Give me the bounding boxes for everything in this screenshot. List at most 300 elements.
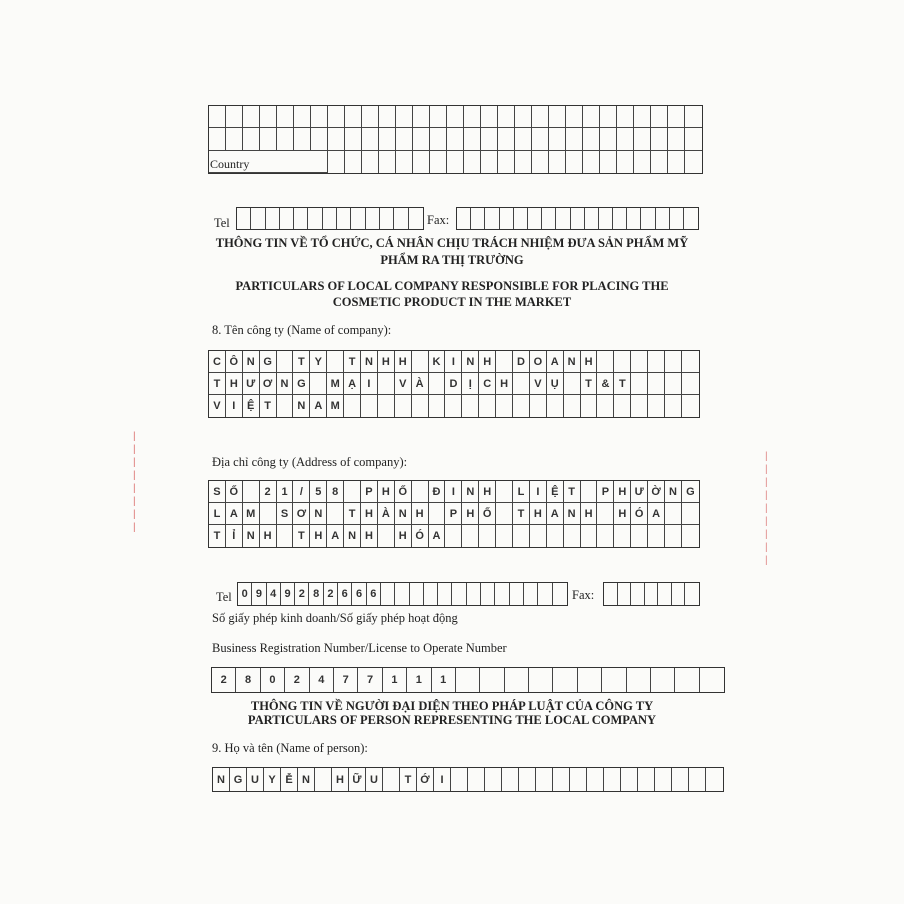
char-cell[interactable] bbox=[396, 128, 413, 150]
char-cell[interactable] bbox=[280, 208, 294, 229]
char-cell[interactable] bbox=[344, 395, 361, 417]
char-cell[interactable] bbox=[485, 768, 502, 791]
char-cell[interactable] bbox=[617, 151, 634, 173]
char-cell[interactable] bbox=[260, 128, 277, 150]
char-cell[interactable]: N bbox=[564, 503, 581, 525]
char-cell[interactable] bbox=[684, 208, 698, 229]
char-cell[interactable]: A bbox=[310, 395, 327, 417]
char-cell[interactable] bbox=[277, 106, 294, 128]
char-cell[interactable] bbox=[631, 395, 648, 417]
char-cell[interactable] bbox=[447, 151, 464, 173]
char-cell[interactable]: 7 bbox=[334, 668, 358, 692]
char-cell[interactable]: H bbox=[395, 525, 412, 547]
char-cell[interactable]: 7 bbox=[358, 668, 382, 692]
char-cell[interactable] bbox=[670, 208, 684, 229]
char-cell[interactable]: Ữ bbox=[349, 768, 366, 791]
char-cell[interactable] bbox=[566, 151, 583, 173]
char-cell[interactable]: Ơ bbox=[260, 373, 277, 395]
char-cell[interactable] bbox=[481, 106, 498, 128]
char-cell[interactable]: M bbox=[327, 373, 344, 395]
char-cell[interactable]: T bbox=[344, 351, 361, 373]
char-cell[interactable]: 4 bbox=[310, 668, 334, 692]
char-cell[interactable] bbox=[553, 583, 567, 605]
char-cell[interactable] bbox=[412, 351, 429, 373]
char-cell[interactable]: P bbox=[597, 481, 614, 503]
char-cell[interactable]: A bbox=[547, 351, 564, 373]
char-cell[interactable] bbox=[345, 106, 362, 128]
char-cell[interactable] bbox=[361, 395, 378, 417]
char-cell[interactable] bbox=[451, 768, 468, 791]
address-grid[interactable] bbox=[208, 480, 700, 548]
char-cell[interactable] bbox=[480, 668, 504, 692]
char-cell[interactable]: 2 bbox=[295, 583, 309, 605]
char-cell[interactable] bbox=[556, 208, 570, 229]
char-cell[interactable] bbox=[294, 106, 311, 128]
char-cell[interactable] bbox=[648, 351, 665, 373]
char-cell[interactable]: 8 bbox=[309, 583, 323, 605]
char-cell[interactable] bbox=[600, 128, 617, 150]
char-cell[interactable] bbox=[328, 151, 345, 173]
person-name-field[interactable] bbox=[212, 767, 724, 792]
char-cell[interactable]: A bbox=[226, 503, 243, 525]
char-cell[interactable] bbox=[500, 208, 514, 229]
char-cell[interactable]: A bbox=[429, 525, 446, 547]
char-cell[interactable] bbox=[430, 106, 447, 128]
char-cell[interactable]: 6 bbox=[352, 583, 366, 605]
char-cell[interactable]: H bbox=[260, 525, 277, 547]
char-cell[interactable] bbox=[618, 583, 632, 605]
char-cell[interactable] bbox=[665, 525, 682, 547]
char-cell[interactable] bbox=[430, 128, 447, 150]
char-cell[interactable] bbox=[457, 208, 471, 229]
char-cell[interactable] bbox=[310, 373, 327, 395]
char-cell[interactable] bbox=[479, 395, 496, 417]
char-cell[interactable]: N bbox=[293, 395, 310, 417]
char-cell[interactable] bbox=[564, 525, 581, 547]
char-cell[interactable]: N bbox=[310, 503, 327, 525]
char-cell[interactable] bbox=[438, 583, 452, 605]
char-cell[interactable] bbox=[617, 128, 634, 150]
char-cell[interactable] bbox=[383, 768, 400, 791]
char-cell[interactable]: D bbox=[445, 373, 462, 395]
char-cell[interactable] bbox=[430, 151, 447, 173]
char-cell[interactable] bbox=[665, 351, 682, 373]
char-cell[interactable] bbox=[549, 151, 566, 173]
char-cell[interactable]: Ạ bbox=[344, 373, 361, 395]
char-cell[interactable]: Ụ bbox=[547, 373, 564, 395]
char-cell[interactable]: H bbox=[332, 768, 349, 791]
char-cell[interactable]: U bbox=[366, 768, 383, 791]
char-cell[interactable] bbox=[366, 208, 380, 229]
char-cell[interactable] bbox=[655, 768, 672, 791]
char-cell[interactable]: H bbox=[462, 503, 479, 525]
char-cell[interactable] bbox=[627, 668, 651, 692]
char-cell[interactable]: S bbox=[277, 503, 294, 525]
char-cell[interactable]: Ố bbox=[226, 481, 243, 503]
char-cell[interactable] bbox=[651, 106, 668, 128]
char-cell[interactable]: T bbox=[513, 503, 530, 525]
char-cell[interactable] bbox=[514, 208, 528, 229]
char-cell[interactable]: M bbox=[243, 503, 260, 525]
char-cell[interactable] bbox=[542, 208, 556, 229]
char-cell[interactable] bbox=[209, 128, 226, 150]
char-cell[interactable] bbox=[665, 373, 682, 395]
char-cell[interactable] bbox=[570, 768, 587, 791]
char-cell[interactable]: G bbox=[230, 768, 247, 791]
char-cell[interactable] bbox=[327, 503, 344, 525]
char-cell[interactable] bbox=[394, 208, 408, 229]
char-cell[interactable]: N bbox=[395, 503, 412, 525]
char-cell[interactable] bbox=[410, 583, 424, 605]
char-cell[interactable]: 6 bbox=[338, 583, 352, 605]
char-cell[interactable] bbox=[496, 503, 513, 525]
char-cell[interactable] bbox=[631, 583, 645, 605]
char-cell[interactable]: I bbox=[226, 395, 243, 417]
char-cell[interactable]: H bbox=[412, 503, 429, 525]
char-cell[interactable] bbox=[277, 525, 294, 547]
char-cell[interactable]: S bbox=[209, 481, 226, 503]
char-cell[interactable]: 9 bbox=[281, 583, 295, 605]
char-cell[interactable] bbox=[498, 106, 515, 128]
char-cell[interactable] bbox=[571, 208, 585, 229]
char-cell[interactable] bbox=[323, 208, 337, 229]
char-cell[interactable]: Y bbox=[264, 768, 281, 791]
char-cell[interactable] bbox=[277, 128, 294, 150]
char-cell[interactable]: T bbox=[293, 525, 310, 547]
char-cell[interactable]: G bbox=[682, 481, 699, 503]
char-cell[interactable] bbox=[613, 208, 627, 229]
char-cell[interactable] bbox=[498, 151, 515, 173]
char-cell[interactable] bbox=[362, 106, 379, 128]
char-cell[interactable] bbox=[412, 395, 429, 417]
char-cell[interactable] bbox=[566, 106, 583, 128]
char-cell[interactable] bbox=[604, 583, 618, 605]
char-cell[interactable]: 1 bbox=[277, 481, 294, 503]
char-cell[interactable] bbox=[648, 395, 665, 417]
char-cell[interactable] bbox=[672, 768, 689, 791]
char-cell[interactable]: 0 bbox=[261, 668, 285, 692]
char-cell[interactable] bbox=[689, 768, 706, 791]
char-cell[interactable] bbox=[682, 373, 699, 395]
char-cell[interactable] bbox=[378, 395, 395, 417]
char-cell[interactable] bbox=[243, 106, 260, 128]
char-cell[interactable]: O bbox=[530, 351, 547, 373]
char-cell[interactable] bbox=[549, 128, 566, 150]
char-cell[interactable] bbox=[651, 668, 675, 692]
char-cell[interactable]: U bbox=[247, 768, 264, 791]
char-cell[interactable]: À bbox=[378, 503, 395, 525]
char-cell[interactable]: T bbox=[293, 351, 310, 373]
char-cell[interactable] bbox=[665, 503, 682, 525]
char-cell[interactable]: Ố bbox=[395, 481, 412, 503]
char-cell[interactable] bbox=[621, 768, 638, 791]
char-cell[interactable]: P bbox=[445, 503, 462, 525]
char-cell[interactable] bbox=[379, 151, 396, 173]
char-cell[interactable] bbox=[602, 668, 626, 692]
char-cell[interactable] bbox=[634, 128, 651, 150]
char-cell[interactable]: 1 bbox=[383, 668, 407, 692]
char-cell[interactable] bbox=[581, 525, 598, 547]
char-cell[interactable] bbox=[226, 128, 243, 150]
char-cell[interactable]: P bbox=[361, 481, 378, 503]
char-cell[interactable] bbox=[260, 503, 277, 525]
char-cell[interactable] bbox=[496, 351, 513, 373]
char-cell[interactable] bbox=[337, 208, 351, 229]
char-cell[interactable] bbox=[600, 106, 617, 128]
char-cell[interactable] bbox=[513, 395, 530, 417]
char-cell[interactable]: Ố bbox=[479, 503, 496, 525]
char-cell[interactable] bbox=[412, 481, 429, 503]
char-cell[interactable] bbox=[532, 151, 549, 173]
char-cell[interactable] bbox=[532, 128, 549, 150]
char-cell[interactable] bbox=[651, 128, 668, 150]
char-cell[interactable] bbox=[597, 503, 614, 525]
tel-field-top[interactable] bbox=[236, 207, 424, 230]
char-cell[interactable] bbox=[413, 128, 430, 150]
char-cell[interactable] bbox=[464, 128, 481, 150]
char-cell[interactable]: I bbox=[434, 768, 451, 791]
char-cell[interactable]: / bbox=[293, 481, 310, 503]
char-cell[interactable]: T bbox=[209, 373, 226, 395]
char-cell[interactable]: H bbox=[614, 481, 631, 503]
char-cell[interactable] bbox=[648, 373, 665, 395]
char-cell[interactable] bbox=[328, 106, 345, 128]
char-cell[interactable] bbox=[627, 208, 641, 229]
char-cell[interactable] bbox=[481, 128, 498, 150]
char-cell[interactable]: Y bbox=[310, 351, 327, 373]
char-cell[interactable] bbox=[380, 208, 394, 229]
char-cell[interactable] bbox=[682, 525, 699, 547]
char-cell[interactable] bbox=[706, 768, 723, 791]
char-cell[interactable]: N bbox=[213, 768, 230, 791]
char-cell[interactable] bbox=[638, 768, 655, 791]
char-cell[interactable] bbox=[464, 106, 481, 128]
char-cell[interactable]: H bbox=[614, 503, 631, 525]
char-cell[interactable] bbox=[413, 151, 430, 173]
char-cell[interactable] bbox=[532, 106, 549, 128]
char-cell[interactable] bbox=[651, 151, 668, 173]
char-cell[interactable] bbox=[513, 525, 530, 547]
char-cell[interactable]: T bbox=[344, 503, 361, 525]
char-cell[interactable] bbox=[447, 106, 464, 128]
char-cell[interactable] bbox=[362, 151, 379, 173]
char-cell[interactable] bbox=[467, 583, 481, 605]
char-cell[interactable] bbox=[583, 128, 600, 150]
char-cell[interactable]: I bbox=[530, 481, 547, 503]
char-cell[interactable]: 2 bbox=[324, 583, 338, 605]
char-cell[interactable] bbox=[471, 208, 485, 229]
char-cell[interactable]: H bbox=[378, 481, 395, 503]
char-cell[interactable]: Ỉ bbox=[226, 525, 243, 547]
char-cell[interactable] bbox=[462, 395, 479, 417]
char-cell[interactable]: Ị bbox=[462, 373, 479, 395]
char-cell[interactable]: D bbox=[513, 351, 530, 373]
char-cell[interactable] bbox=[685, 151, 702, 173]
char-cell[interactable] bbox=[481, 151, 498, 173]
char-cell[interactable] bbox=[553, 668, 577, 692]
char-cell[interactable] bbox=[266, 208, 280, 229]
char-cell[interactable] bbox=[597, 525, 614, 547]
char-cell[interactable] bbox=[528, 208, 542, 229]
char-cell[interactable]: H bbox=[226, 373, 243, 395]
char-cell[interactable] bbox=[549, 106, 566, 128]
char-cell[interactable] bbox=[429, 503, 446, 525]
char-cell[interactable] bbox=[685, 583, 699, 605]
char-cell[interactable]: Ó bbox=[631, 503, 648, 525]
char-cell[interactable]: I bbox=[445, 351, 462, 373]
char-cell[interactable]: A bbox=[327, 525, 344, 547]
char-cell[interactable] bbox=[294, 208, 308, 229]
char-cell[interactable] bbox=[682, 351, 699, 373]
char-cell[interactable] bbox=[498, 128, 515, 150]
char-cell[interactable] bbox=[656, 208, 670, 229]
char-cell[interactable] bbox=[452, 583, 466, 605]
char-cell[interactable] bbox=[351, 208, 365, 229]
char-cell[interactable]: G bbox=[260, 351, 277, 373]
char-cell[interactable]: 4 bbox=[267, 583, 281, 605]
char-cell[interactable]: H bbox=[479, 351, 496, 373]
char-cell[interactable] bbox=[445, 395, 462, 417]
char-cell[interactable]: 0 bbox=[238, 583, 252, 605]
char-cell[interactable] bbox=[585, 208, 599, 229]
char-cell[interactable] bbox=[251, 208, 265, 229]
char-cell[interactable] bbox=[631, 373, 648, 395]
char-cell[interactable] bbox=[496, 525, 513, 547]
char-cell[interactable] bbox=[685, 128, 702, 150]
char-cell[interactable]: N bbox=[462, 481, 479, 503]
char-cell[interactable]: G bbox=[293, 373, 310, 395]
char-cell[interactable] bbox=[502, 768, 519, 791]
char-cell[interactable]: T bbox=[400, 768, 417, 791]
char-cell[interactable]: N bbox=[462, 351, 479, 373]
char-cell[interactable]: Ư bbox=[243, 373, 260, 395]
char-cell[interactable]: N bbox=[277, 373, 294, 395]
company-fax-field[interactable] bbox=[603, 582, 700, 606]
char-cell[interactable] bbox=[468, 768, 485, 791]
char-cell[interactable] bbox=[668, 106, 685, 128]
char-cell[interactable] bbox=[277, 351, 294, 373]
char-cell[interactable] bbox=[515, 106, 532, 128]
char-cell[interactable] bbox=[344, 481, 361, 503]
company-name-grid[interactable] bbox=[208, 350, 700, 418]
char-cell[interactable]: 8 bbox=[236, 668, 260, 692]
char-cell[interactable] bbox=[515, 151, 532, 173]
char-cell[interactable] bbox=[587, 768, 604, 791]
char-cell[interactable]: H bbox=[530, 503, 547, 525]
char-cell[interactable] bbox=[583, 106, 600, 128]
char-cell[interactable] bbox=[600, 151, 617, 173]
char-cell[interactable]: 8 bbox=[327, 481, 344, 503]
char-cell[interactable]: Ư bbox=[631, 481, 648, 503]
char-cell[interactable] bbox=[566, 128, 583, 150]
char-cell[interactable]: 2 bbox=[212, 668, 236, 692]
char-cell[interactable] bbox=[260, 106, 277, 128]
char-cell[interactable] bbox=[668, 128, 685, 150]
char-cell[interactable]: 5 bbox=[310, 481, 327, 503]
char-cell[interactable] bbox=[496, 481, 513, 503]
license-number-field[interactable] bbox=[211, 667, 725, 693]
char-cell[interactable]: T bbox=[581, 373, 598, 395]
char-cell[interactable] bbox=[631, 525, 648, 547]
char-cell[interactable]: H bbox=[496, 373, 513, 395]
char-cell[interactable]: T bbox=[564, 481, 581, 503]
char-cell[interactable] bbox=[362, 128, 379, 150]
char-cell[interactable] bbox=[237, 208, 251, 229]
char-cell[interactable] bbox=[464, 151, 481, 173]
char-cell[interactable] bbox=[614, 351, 631, 373]
char-cell[interactable] bbox=[315, 768, 332, 791]
char-cell[interactable] bbox=[379, 128, 396, 150]
char-cell[interactable] bbox=[209, 106, 226, 128]
fax-field-top[interactable] bbox=[456, 207, 699, 230]
char-cell[interactable] bbox=[599, 208, 613, 229]
char-cell[interactable]: T bbox=[260, 395, 277, 417]
char-cell[interactable]: N bbox=[564, 351, 581, 373]
char-cell[interactable] bbox=[429, 373, 446, 395]
char-cell[interactable]: Ô bbox=[226, 351, 243, 373]
char-cell[interactable]: I bbox=[361, 373, 378, 395]
char-cell[interactable]: Ớ bbox=[417, 768, 434, 791]
char-cell[interactable] bbox=[456, 668, 480, 692]
char-cell[interactable]: H bbox=[361, 525, 378, 547]
char-cell[interactable] bbox=[529, 668, 553, 692]
char-cell[interactable] bbox=[396, 106, 413, 128]
char-cell[interactable]: N bbox=[298, 768, 315, 791]
char-cell[interactable] bbox=[597, 395, 614, 417]
char-cell[interactable] bbox=[378, 373, 395, 395]
char-cell[interactable] bbox=[700, 668, 724, 692]
char-cell[interactable] bbox=[547, 395, 564, 417]
char-cell[interactable] bbox=[424, 583, 438, 605]
char-cell[interactable]: Ệ bbox=[243, 395, 260, 417]
char-cell[interactable] bbox=[513, 373, 530, 395]
char-cell[interactable]: C bbox=[479, 373, 496, 395]
char-cell[interactable]: N bbox=[243, 351, 260, 373]
char-cell[interactable] bbox=[685, 106, 702, 128]
char-cell[interactable] bbox=[515, 128, 532, 150]
char-cell[interactable] bbox=[413, 106, 430, 128]
char-cell[interactable]: N bbox=[344, 525, 361, 547]
char-cell[interactable] bbox=[485, 208, 499, 229]
char-cell[interactable] bbox=[581, 395, 598, 417]
char-cell[interactable] bbox=[345, 128, 362, 150]
char-cell[interactable] bbox=[578, 668, 602, 692]
char-cell[interactable] bbox=[308, 208, 322, 229]
char-cell[interactable] bbox=[682, 395, 699, 417]
char-cell[interactable] bbox=[345, 151, 362, 173]
char-cell[interactable]: T bbox=[209, 525, 226, 547]
char-cell[interactable] bbox=[648, 525, 665, 547]
char-cell[interactable] bbox=[445, 525, 462, 547]
char-cell[interactable]: À bbox=[412, 373, 429, 395]
char-cell[interactable]: Ơ bbox=[293, 503, 310, 525]
char-cell[interactable] bbox=[581, 481, 598, 503]
char-cell[interactable] bbox=[519, 768, 536, 791]
char-cell[interactable]: L bbox=[513, 481, 530, 503]
char-cell[interactable] bbox=[243, 128, 260, 150]
char-cell[interactable] bbox=[675, 668, 699, 692]
char-cell[interactable] bbox=[243, 481, 260, 503]
char-cell[interactable]: 9 bbox=[252, 583, 266, 605]
char-cell[interactable] bbox=[672, 583, 686, 605]
char-cell[interactable]: H bbox=[581, 351, 598, 373]
company-tel-field[interactable] bbox=[237, 582, 568, 606]
char-cell[interactable] bbox=[634, 151, 651, 173]
char-cell[interactable] bbox=[564, 373, 581, 395]
char-cell[interactable] bbox=[311, 128, 328, 150]
char-cell[interactable] bbox=[553, 768, 570, 791]
char-cell[interactable]: Ó bbox=[412, 525, 429, 547]
